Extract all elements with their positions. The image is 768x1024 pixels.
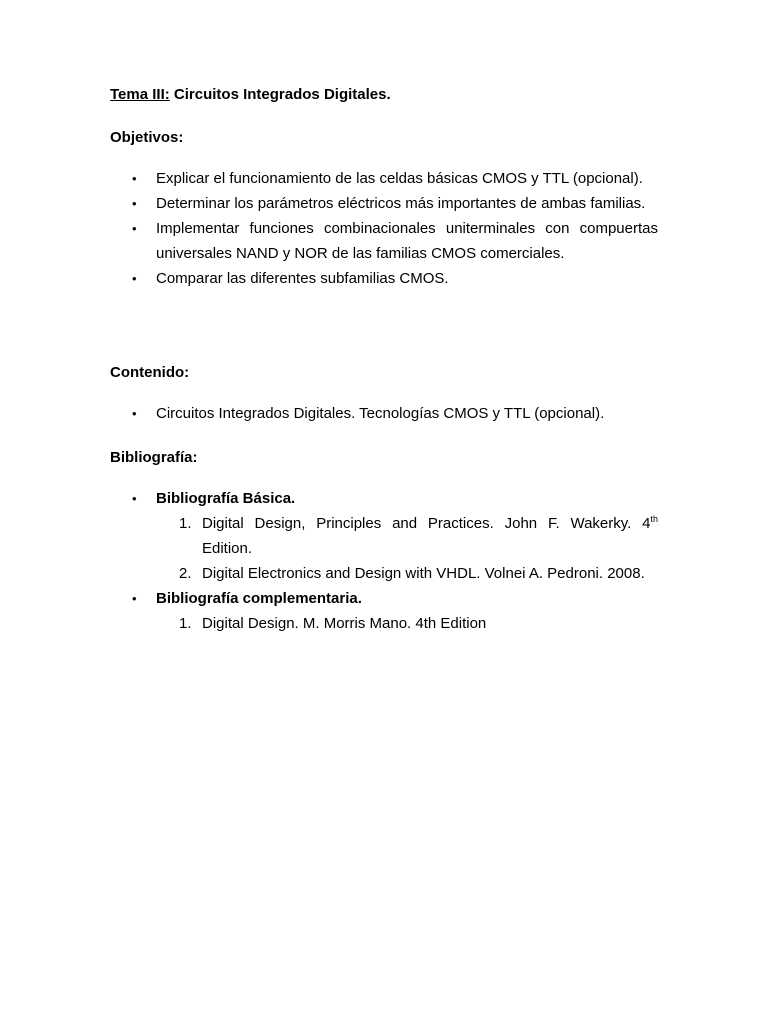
contenido-list xyxy=(110,401,658,426)
reference-item xyxy=(156,511,658,561)
bibliografia-heading: Bibliografía: xyxy=(110,449,198,466)
list-item-text: Implementar funciones combinacionales uniterminales con compuertas universales NAND y NOR de las familias CMOS comerciales. xyxy=(156,220,658,262)
bibliografia-list xyxy=(110,486,658,636)
bullet-icon: • xyxy=(132,491,137,506)
page-title xyxy=(110,85,658,104)
list-item xyxy=(110,216,658,266)
bullet-icon: • xyxy=(132,221,137,236)
list-item xyxy=(110,266,658,291)
reference-item xyxy=(156,611,658,636)
bullet-icon: • xyxy=(132,591,137,606)
list-item-text: Explicar el funcionamiento de las celdas básicas CMOS y TTL (opcional). xyxy=(156,170,643,187)
complementaria-references xyxy=(156,611,658,636)
reference-text: Digital Electronics and Design with VHDL. Volnei A. Pedroni. 2008. xyxy=(202,565,645,582)
reference-tail: Edition. xyxy=(202,540,253,557)
list-item xyxy=(110,166,658,191)
bibliografia-basica xyxy=(110,486,658,511)
list-item-text: Comparar las diferentes subfamilias CMOS. xyxy=(156,270,449,287)
reference-text: Digital Design, Principles and Practices. John F. Wakerky. 4 xyxy=(202,515,651,532)
bullet-icon: • xyxy=(132,196,137,211)
title-prefix: Tema III: xyxy=(110,86,170,103)
bullet-icon: • xyxy=(132,406,137,421)
reference-number: 1. xyxy=(179,515,192,532)
bullet-icon: • xyxy=(132,271,137,286)
basica-references xyxy=(156,511,658,586)
list-item-text: Determinar los parámetros eléctricos más importantes de ambas familias. xyxy=(156,195,646,212)
reference-item xyxy=(156,561,658,586)
reference-superscript: th xyxy=(650,514,658,524)
reference-text: Digital Design. M. Morris Mano. 4th Edition xyxy=(202,615,487,632)
objetivos-list xyxy=(110,166,658,291)
basica-label: Bibliografía Básica. xyxy=(156,490,296,507)
list-item xyxy=(110,401,658,426)
complementaria-label: Bibliografía complementaria. xyxy=(156,590,362,607)
title-text: Circuitos Integrados Digitales. xyxy=(173,86,391,103)
objetivos-heading: Objetivos: xyxy=(110,129,184,146)
reference-number: 2. xyxy=(179,565,192,582)
list-item-text: Circuitos Integrados Digitales. Tecnologías CMOS y TTL (opcional). xyxy=(156,405,605,422)
reference-number: 1. xyxy=(179,615,192,632)
list-item xyxy=(110,191,658,216)
bullet-icon: • xyxy=(132,171,137,186)
bibliografia-complementaria xyxy=(110,586,658,611)
contenido-heading: Contenido: xyxy=(110,364,190,381)
